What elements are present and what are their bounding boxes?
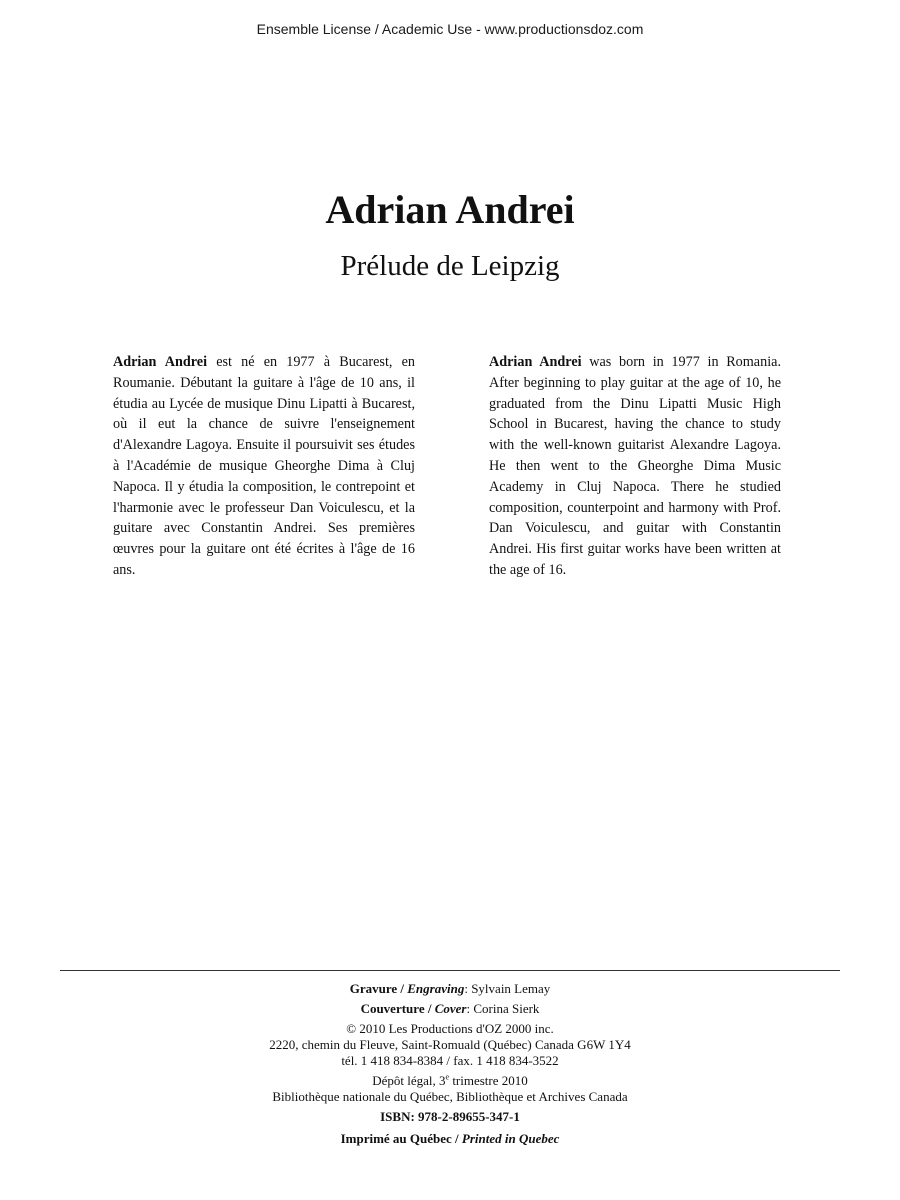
address-line: 2220, chemin du Fleuve, Saint-Romuald (Québec) Canada G6W 1Y4 (269, 1037, 631, 1052)
printed-label-en: Printed in Quebec (461, 1131, 560, 1146)
engraving-label-en: Engraving (407, 981, 465, 996)
engraving-label-fr: Gravure (349, 981, 398, 996)
footer-divider (60, 970, 840, 971)
legal-deposit-line (0, 1073, 900, 1089)
depot-superscript: e (445, 1072, 450, 1082)
isbn-line: ISBN: 978-2-89655-347-1 (380, 1109, 520, 1124)
engraving-value: : Sylvain Lemay (464, 981, 551, 996)
cover-value: : Corina Sierk (466, 1001, 540, 1016)
copyright-line: © 2010 Les Productions d'OZ 2000 inc. (346, 1021, 554, 1036)
composer-name: Adrian Andrei (325, 187, 575, 232)
bio-en-name: Adrian Andrei (489, 354, 582, 370)
phone-line: tél. 1 418 834-8384 / fax. 1 418 834-3522 (341, 1053, 559, 1068)
separator: / (424, 1001, 435, 1016)
printed-line (0, 1131, 900, 1147)
engraving-credit (0, 981, 900, 997)
biography-french (113, 352, 415, 581)
depot-suffix: trimestre 2010 (449, 1073, 528, 1088)
cover-label-en: Cover (434, 1001, 467, 1016)
isbn-wrapper (0, 1109, 900, 1125)
biography-english (489, 352, 781, 581)
separator: / (397, 981, 408, 996)
cover-credit (0, 1001, 900, 1017)
license-header: Ensemble License / Academic Use - www.productionsdoz.com (256, 21, 644, 37)
bio-en-text: was born in 1977 in Romania. After beginning to play guitar at the age of 10, he graduated from the Dinu Lipatti Music High School in Bucarest, having the chance to study with the well-known guitarist Alexandre Lagoya. He then went to the Gheorghe Dima Music Academy in Cluj Napoca. There he studied composition, counterpoint and harmony with Prof. Dan Voiculescu, and guitar with Constantin Andrei. His first guitar works have been written at the age of 16. (489, 354, 781, 578)
credits-block (0, 981, 900, 1147)
separator: / (451, 1131, 462, 1146)
libraries-line: Bibliothèque nationale du Québec, Bibliothèque et Archives Canada (272, 1089, 628, 1104)
depot-prefix: Dépôt légal, 3 (372, 1073, 446, 1088)
piece-title: Prélude de Leipzig (340, 250, 560, 282)
cover-label-fr: Couverture (360, 1001, 425, 1016)
bio-fr-name: Adrian Andrei (113, 354, 208, 370)
bio-fr-text: est né en 1977 à Bucarest, en Roumanie. Débutant la guitare à l'âge de 10 ans, il étudia au Lycée de musique Dinu Lipatti à Bucarest, où il eut la chance de suivre l'enseignement d'Alexandre Lagoya. Ensuite il poursuivit ses études à l'Académie de musique Gheorghe Dima à Cluj Napoca. Il y étudia la composition, le contrepoint et l'harmonie avec le professeur Dan Voiculescu, et la guitare avec Constantin Andrei. Ses premières œuvres pour la guitare ont été écrites à l'âge de 16 ans. (113, 354, 415, 578)
printed-label-fr: Imprimé au Québec (340, 1131, 452, 1146)
